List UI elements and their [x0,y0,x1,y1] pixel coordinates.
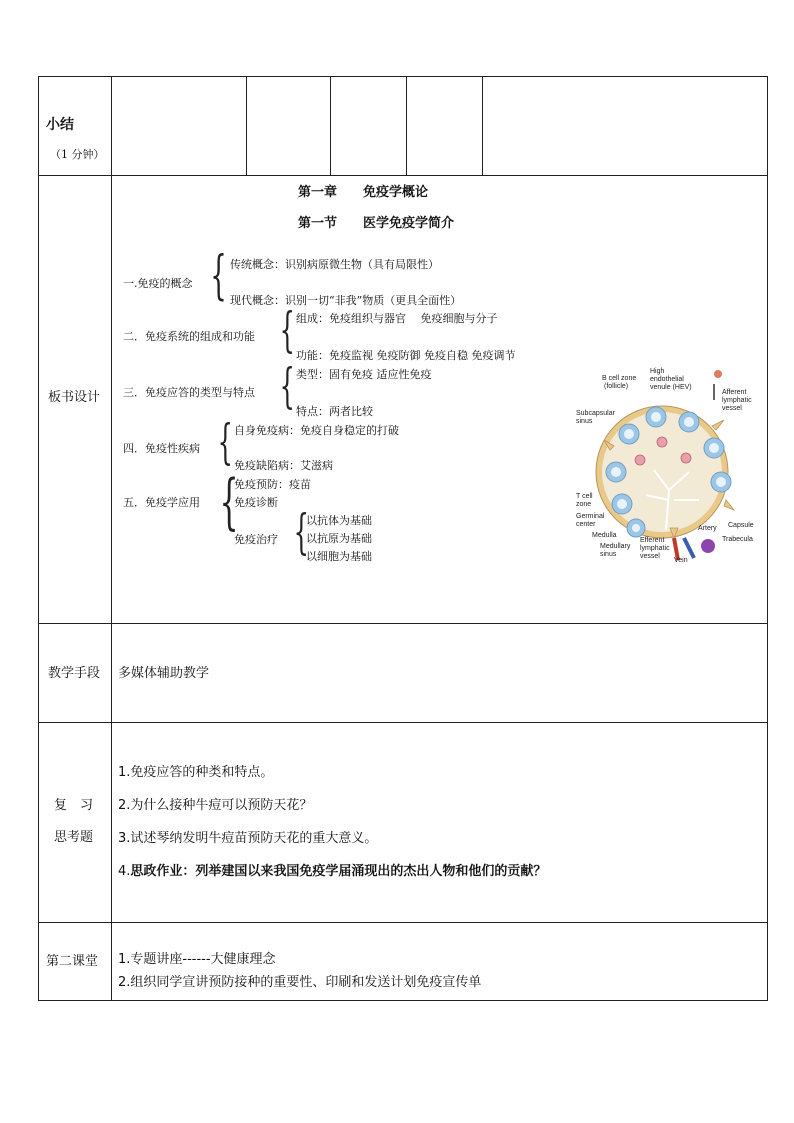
s2-head: 二．免疫系统的组成和功能 [123,330,255,343]
label-high: High [650,368,665,375]
s5-c3: 以细胞为基础 [306,550,372,563]
s4-a: 自身免疫病：免疫自身稳定的打破 [234,424,399,437]
s4-b: 免疫缺陷病：艾滋病 [234,459,333,472]
label-follicle: (follicle) [604,383,629,390]
brace-icon: { [217,414,233,470]
lymph-node-diagram [574,360,766,575]
label-artery: Artery [698,525,717,532]
label-bcell: B cell zone [602,375,637,382]
s3-a: 类型：固有免疫 适应性免疫 [296,368,432,381]
question-3: 3.试述琴纳发明牛痘苗预防天花的重大意义。 [118,831,378,846]
label-aff2: lymphatic [722,397,752,404]
label-germ2: center [576,521,596,528]
s1-b: 现代概念：识别一切“非我”物质（更具全面性） [230,294,462,307]
question-2: 2.为什么接种牛痘可以预防天花？ [118,798,313,813]
review-label-2: 思考题 [54,830,94,845]
board-label: 板书设计 [48,390,101,405]
question-4 [118,860,546,879]
means-label: 教学手段 [48,666,101,681]
brace-icon: { [210,246,227,306]
s4-head: 四．免疫性疾病 [123,442,200,455]
label-aff3: vessel [722,405,742,412]
label-aff1: Afferent [722,389,747,396]
label-medulla: Medulla [592,532,617,539]
summary-label: 小结 [46,117,74,133]
question-1: 1.免疫应答的种类和特点。 [118,765,274,780]
brace-icon: { [279,302,295,358]
label-capsule: Capsule [728,522,754,529]
label-tcell1: T cell [576,493,593,500]
brace-icon: { [279,358,295,414]
label-sub2: sinus [576,418,593,425]
label-vein: Vein [674,557,688,564]
question-4-prefix: 4. [118,864,131,879]
s3-head: 三．免疫应答的类型与特点 [123,386,255,399]
summary-duration: （1 分钟） [50,148,105,161]
label-hev: venule (HEV) [650,384,692,391]
second-line-1: 1.专题讲座------大健康理念 [118,952,276,967]
s5-head: 五．免疫学应用 [123,496,200,509]
label-msin2: sinus [600,551,617,558]
label-eff2: lymphatic [640,545,670,552]
s2-b: 功能：免疫监视 免疫防御 免疫自稳 免疫调节 [296,349,516,362]
second-line-2: 2.组织同学宣讲预防接种的重要性、印刷和发送计划免疫宣传单 [118,975,482,990]
s3-b: 特点：两者比较 [296,405,373,418]
label-sub1: Subcapsular [576,410,615,417]
brace-icon: { [219,467,239,537]
label-endo: endothelial [650,376,684,383]
second-label: 第二课堂 [46,954,99,969]
label-tcell2: zone [576,501,592,508]
s5-a: 免疫预防：疫苗 [234,478,311,491]
label-msin1: Medullary [600,543,631,550]
label-eff3: vessel [640,553,660,560]
means-value: 多媒体辅助教学 [118,666,210,681]
s1-a: 传统概念：识别病原微生物（具有局限性） [230,258,439,271]
section-title: 第一节 医学免疫学简介 [298,216,455,231]
s5-c: 免疫治疗 [234,533,278,546]
s2-a: 组成：免疫组织与器官 免疫细胞与分子 [296,312,498,325]
s5-c1: 以抗体为基础 [306,514,372,527]
label-germ1: Germinal [576,513,605,520]
s1-head: 一.免疫的概念 [123,277,193,290]
label-eff1: Efferent [640,537,665,544]
s5-c2: 以抗原为基础 [306,532,372,545]
review-label-1: 复 习 [54,798,94,813]
chapter-title: 第一章 免疫学概论 [298,185,429,200]
brace-icon: { [293,504,309,560]
label-trabecula: Trabecula [722,536,753,543]
question-4-bold: 思政作业：列举建国以来我国免疫学届涌现出的杰出人物和他们的贡献？ [130,864,547,879]
s5-b: 免疫诊断 [234,496,278,509]
